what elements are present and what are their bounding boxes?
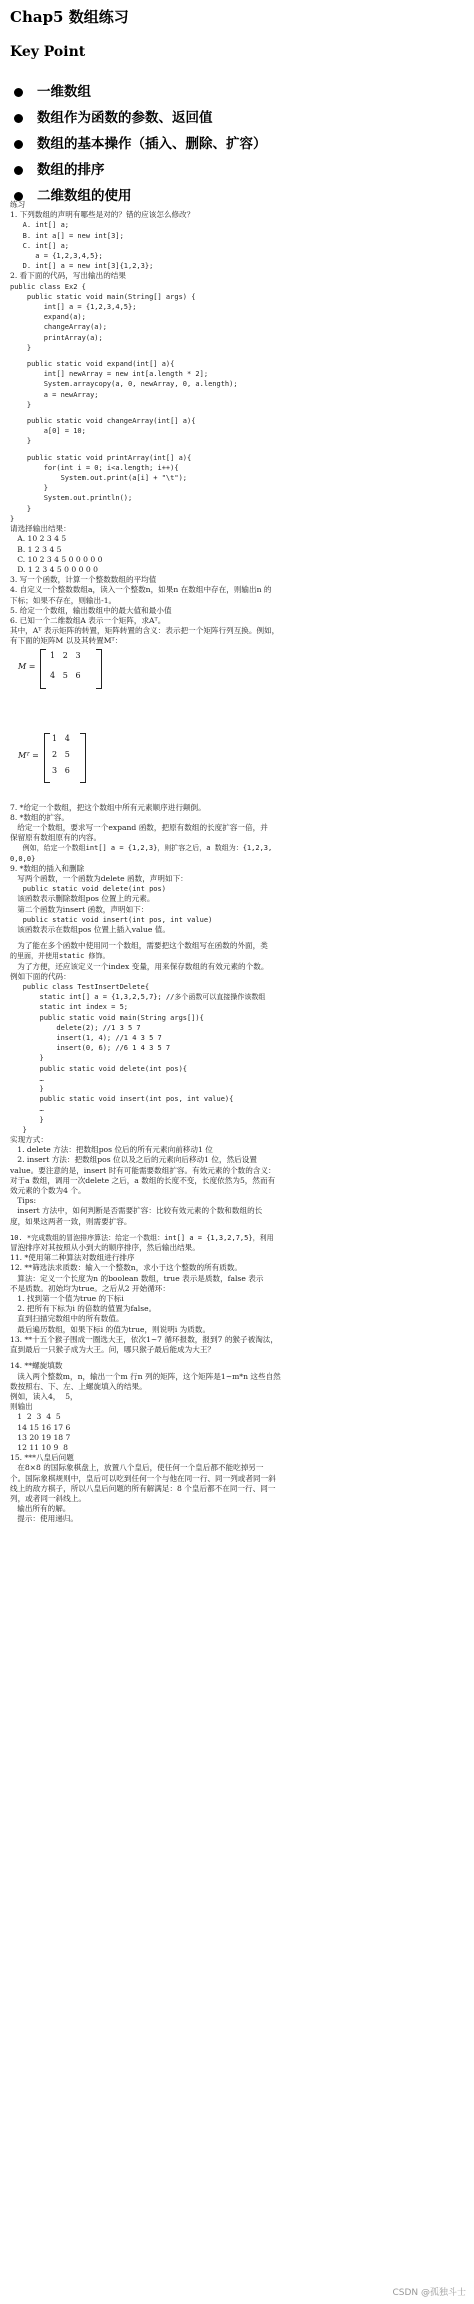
bullet-label: 数组的基本操作（插入、删除、扩容）: [37, 136, 267, 152]
text-line: 有下面的矩阵M 以及其转置Mᵀ：: [10, 636, 123, 646]
text-line: 练习: [10, 200, 26, 209]
text-line: 提示：使用递归。: [10, 1514, 78, 1524]
text-line: 为了能在多个函数中使用同一个数组，需要把这个数组写在函数的外面，类: [10, 941, 268, 951]
text-line: 例如，读入4， 5，: [10, 1391, 78, 1401]
text-line: 11. *使用第二种算法对数组进行排序: [10, 1253, 135, 1263]
text-line: C. 10 2 3 4 5 0 0 0 0 0: [10, 554, 103, 564]
text-line: public static void delete(int pos): [10, 885, 166, 894]
text-line: C. int[] a;: [10, 241, 70, 250]
text-line: …: [10, 1105, 44, 1114]
text-line: 1 2 3 4 5: [10, 1412, 61, 1422]
text-line: 保留原有数组原有的内容。: [10, 833, 102, 843]
text-line: 下标；如果不存在，则输出-1。: [10, 595, 117, 605]
text-line: 列，或者同一斜线上。: [10, 1493, 86, 1503]
text-line: 不是质数。初始均为true。之后从2 开始循环：: [10, 1283, 170, 1293]
text-line: System.arraycopy(a, 0, newArray, 0, a.length);: [10, 380, 238, 389]
matrix-row: 1 2 3: [50, 650, 81, 660]
text-line: 实现方式：: [10, 1135, 48, 1145]
text-line: 的里面，并使用static 修饰。: [10, 952, 110, 961]
bullet-item: [14, 132, 267, 152]
text-line: 1. delete 方法：把数组pos 位后的所有元素向前移动1 位: [10, 1145, 213, 1155]
text-line: 2. 把所有下标为i 的倍数的值置为false。: [10, 1304, 157, 1314]
text-line: 例如，给定一个数组int[] a = {1,2,3}，则扩容之后，a 数组为：{1,2,3,: [10, 844, 273, 853]
text-line: 输出所有的解。: [10, 1504, 71, 1514]
text-line: 写两个函数，一个函数为delete 函数，声明如下：: [10, 873, 188, 883]
text-line: public static void delete(int pos){: [10, 1064, 188, 1073]
text-line: 直到扫描完数组中的所有数值。: [10, 1314, 124, 1324]
text-line: 8. *数组的扩容。: [10, 812, 70, 822]
text-line: 数按照右、下、左、上螺旋填入的结果。: [10, 1381, 147, 1391]
bullet-label: 数组的排序: [37, 162, 105, 178]
text-line: 14. **螺旋填数: [10, 1361, 63, 1371]
text-line: public static void main(String[] args) {: [10, 292, 196, 301]
text-line: }: [10, 484, 48, 493]
text-line: public static void insert(int pos, int value): [10, 915, 213, 924]
text-line: 给定一个数组，要求写一个expand 函数，把原有数组的长度扩容一倍，并: [10, 822, 268, 832]
text-line: 6. 已知一个二维数组A 表示一个矩阵，求Aᵀ。: [10, 615, 166, 625]
matrix-m: [10, 647, 468, 691]
text-line: D. 1 2 3 4 5 0 0 0 0 0: [10, 564, 98, 574]
text-line: A. int[] a;: [10, 221, 70, 230]
text-line: public static void expand(int[] a){: [10, 360, 175, 369]
text-line: B. 1 2 3 4 5: [10, 544, 62, 554]
exercise-text-part-1: [10, 200, 468, 647]
text-line: 冒泡排序对其按照从小到大的顺序排序，然后输出结果。: [10, 1243, 200, 1253]
text-line: 15. ***八皇后问题: [10, 1453, 74, 1463]
text-line: 度，如果这两者一致，则需要扩容。: [10, 1216, 132, 1226]
bullet-label: 二维数组的使用: [37, 188, 132, 204]
bullet-item: [14, 158, 105, 178]
text-line: }: [10, 437, 32, 446]
text-line: a = newArray;: [10, 390, 99, 399]
text-line: }: [10, 1115, 44, 1124]
text-line: a[0] = 10;: [10, 427, 86, 436]
text-line: B. int a[] = new int[3];: [10, 231, 124, 240]
bullet-dot-icon: [14, 166, 23, 175]
right-bracket-icon: [96, 649, 102, 689]
text-line: A. 10 2 3 4 5: [10, 534, 67, 544]
matrix-row: 4 5 6: [50, 670, 81, 680]
text-line: 线上的敌方棋子，所以八皇后问题的所有解满足：8 个皇后都不在同一行、同一: [10, 1483, 276, 1493]
text-line: }: [10, 1085, 44, 1094]
text-line: 效元素的个数为4 个。: [10, 1186, 86, 1196]
text-line: public static void printArray(int[] a){: [10, 453, 192, 462]
text-line: 例如下面的代码：: [10, 971, 71, 981]
bullet-label: 数组作为函数的参数、返回值: [37, 110, 213, 126]
watermark: CSDN @孤独斗士: [392, 2288, 466, 2298]
text-line: 4. 自定义一个整数数组a，读入一个整数n，如果n 在数组中存在，则输出n 的: [10, 585, 272, 595]
text-line: 5. 给定一个数组，输出数组中的最大值和最小值: [10, 605, 172, 615]
text-line: 12 11 10 9 8: [10, 1442, 68, 1452]
text-line: a = {1,2,3,4,5};: [10, 252, 103, 261]
right-bracket-icon: [80, 733, 86, 783]
matrix-row: 2 5: [52, 749, 70, 759]
text-line: 第二个函数为insert 函数，声明如下：: [10, 904, 149, 914]
matrix-row: 1 4: [52, 733, 70, 743]
text-line: 1. 找到第一个值为true 的下标i: [10, 1294, 124, 1304]
text-line: delete(2); //1 3 5 7: [10, 1023, 141, 1032]
text-line: 对于a 数组，调用一次delete 之后，a 数组的长度不变，长度依然为5，然而有: [10, 1175, 276, 1185]
text-line: }: [10, 343, 32, 352]
left-bracket-icon: [40, 649, 46, 689]
text-line: D. int[] a = new int[3]{1,2,3};: [10, 262, 154, 271]
text-line: 10. *完成数组的冒泡排序算法：给定一个数组：int[] a = {1,3,2,7,5}，利用: [10, 1233, 274, 1242]
text-line: expand(a);: [10, 313, 86, 322]
bullet-dot-icon: [14, 114, 23, 123]
text-line: 则输出: [10, 1402, 33, 1412]
text-line: }: [10, 400, 32, 409]
text-line: 其中，Aᵀ 表示矩阵的转置，矩阵转置的含义：表示把一个矩阵行列互换。例如，: [10, 626, 280, 636]
text-line: public static void main(String args[]){: [10, 1013, 204, 1022]
text-line: System.out.print(a[i] + "\t");: [10, 474, 188, 483]
text-line: }: [10, 514, 15, 523]
text-line: 13 20 19 18 7: [10, 1432, 71, 1442]
text-line: 2. 看下面的代码，写出输出的结果: [10, 271, 126, 281]
text-line: }: [10, 1125, 27, 1134]
text-line: for(int i = 0; i<a.length; i++){: [10, 463, 179, 472]
text-line: 直到最后一只猴子成为大王。问，哪只猴子最后能成为大王？: [10, 1345, 216, 1355]
text-line: 该函数表示删除数组pos 位置上的元素。: [10, 894, 155, 904]
left-bracket-icon: [44, 733, 50, 783]
text-line: insert(1, 4); //1 4 3 5 7: [10, 1034, 162, 1042]
bullet-item: [14, 106, 213, 126]
text-line: }: [10, 1054, 44, 1063]
exercise-text-part-2: [10, 803, 468, 1525]
text-line: public static void insert(int pos, int value){: [10, 1095, 234, 1104]
text-line: 算法：定义一个长度为n 的boolean 数组，true 表示是质数，false 表示: [10, 1273, 264, 1283]
bullet-label: 一维数组: [37, 84, 91, 100]
text-line: …: [10, 1074, 44, 1083]
bullet-dot-icon: [14, 88, 23, 97]
matrix-mt-label: Mᵀ =: [18, 750, 39, 760]
text-line: insert 方法中，如何判断是否需要扩容：比较有效元素的个数和数组的长: [10, 1206, 263, 1216]
text-line: 在8×8 的国际象棋盘上，放置八个皇后，使任何一个皇后都不能吃掉另一: [10, 1463, 264, 1473]
matrix-row: 3 6: [52, 765, 70, 775]
text-line: 12. **筛选法求质数：输入一个整数n，求小于这个整数的所有质数。: [10, 1263, 243, 1273]
key-point-heading: Key Point: [10, 44, 86, 60]
text-line: value。要注意的是，insert 时有可能需要数组扩容。有效元素的个数的含义：: [10, 1165, 276, 1175]
text-line: 9. *数组的插入和删除: [10, 863, 85, 873]
matrix-mt: [10, 731, 468, 785]
text-line: 3. 写一个函数，计算一个整数数组的平均值: [10, 575, 157, 585]
text-line: 个。国际象棋规则中，皇后可以吃到任何一个与他在同一行、同一列或者同一斜: [10, 1473, 276, 1483]
text-line: }: [10, 504, 32, 513]
text-line: public class TestInsertDelete{: [10, 982, 150, 991]
text-line: public static void changeArray(int[] a){: [10, 417, 196, 426]
text-line: static int index = 5;: [10, 1003, 129, 1012]
text-line: 7. *给定一个数组，把这个数组中所有元素顺序进行颠倒。: [10, 802, 206, 812]
text-line: 1. 下列数组的声明有哪些是对的？错的应该怎么修改？: [10, 210, 195, 220]
text-line: 读入两个整数m，n，输出一个m 行n 列的矩阵，这个矩阵是1~m*n 这些自然: [10, 1371, 281, 1381]
text-line: 14 15 16 17 6: [10, 1422, 71, 1432]
matrix-m-label: M =: [18, 661, 36, 671]
text-line: public class Ex2 {: [10, 282, 86, 291]
text-line: Tips:: [10, 1196, 37, 1206]
bullet-item: [14, 80, 91, 100]
text-line: insert(0, 6); //6 1 4 3 5 7: [10, 1044, 171, 1053]
text-line: 请选择输出结果：: [10, 524, 71, 534]
text-line: 最后遍历数组，如果下标i 的值为true，则说明i 为质数。: [10, 1324, 211, 1334]
text-line: static int[] a = {1,3,2,5,7}; //多个函数可以直接操作该数组: [10, 993, 266, 1002]
bullet-dot-icon: [14, 140, 23, 149]
text-line: 该函数表示在数组pos 位置上插入value 值。: [10, 924, 170, 934]
exercise-document: [10, 200, 468, 2270]
page-title: Chap5 数组练习: [10, 8, 129, 26]
text-line: 0,0,0}: [10, 854, 36, 863]
text-line: int[] a = {1,2,3,4,5};: [10, 303, 137, 312]
text-line: changeArray(a);: [10, 323, 107, 332]
text-line: 2. insert 方法：把数组pos 位以及之后的元素向后移动1 位，然后设置: [10, 1155, 257, 1165]
text-line: 为了方便，还应该定义一个index 变量，用来保存数组的有效元素的个数。: [10, 961, 269, 971]
text-line: System.out.println();: [10, 494, 133, 503]
text-line: int[] newArray = new int[a.length * 2];: [10, 370, 209, 379]
text-line: printArray(a);: [10, 333, 103, 342]
text-line: 13. **十五个猴子围成一圈选大王，依次1~7 循环报数，报到7 的猴子被淘汰，: [10, 1334, 278, 1344]
